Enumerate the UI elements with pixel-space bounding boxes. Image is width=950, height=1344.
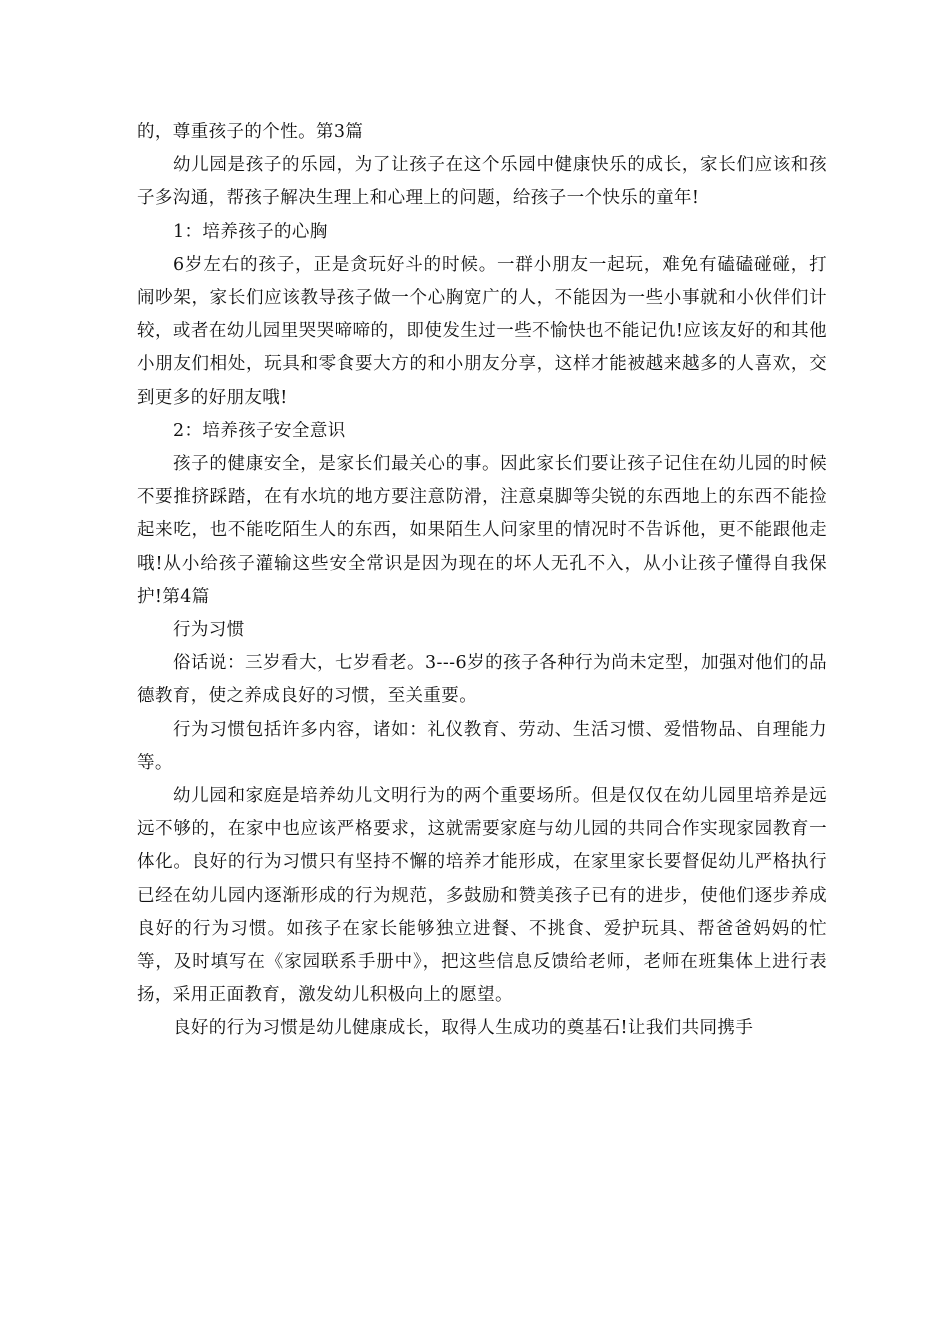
heading-behavior: 行为习惯 xyxy=(173,620,245,641)
para-safety: 孩子的健康安全，是家长们最关心的事。因此家长们要让孩子记住在幼儿园的时候不要推挤踩踏，在有水坑的地方要注意防滑，注意桌脚等尖锐的东西地上的东西不能捡起来吃，也不能吃陌生人的东西，如果陌生人问家里的情况时不告诉他，更不能跟他走哦!从小给孩子灌输这些安全常识是因为现在的坏人无孔不入，从小让孩子懂得自我保护!第4篇 xyxy=(137,454,827,607)
para-saying: 俗话说：三岁看大，七岁看老。3---6岁的孩子各种行为尚未定型，加强对他们的品德教育，使之养成良好的习惯，至关重要。 xyxy=(137,653,827,707)
para-contents: 行为习惯包括许多内容，诸如：礼仪教育、劳动、生活习惯、爱惜物品、自理能力等。 xyxy=(137,719,827,773)
para-cooperation: 幼儿园和家庭是培养幼儿文明行为的两个重要场所。但是仅仅在幼儿园里培养是远远不够的，在家中也应该严格要求，这就需要家庭与幼儿园的共同合作实现家园教育一体化。良好的行为习惯只有坚持不懈的培养才能形成，在家里家长要督促幼儿严格执行已经在幼儿园内逐渐形成的行为规范，多鼓励和赞美孩子已有的进步，使他们逐步养成良好的行为习惯。如孩子在家长能够独立进餐、不挑食、爱护玩具、帮爸爸妈妈的忙等，及时填写在《家园联系手册中》，把这些信息反馈给老师，老师在班集体上进行表扬，采用正面教育，激发幼儿积极向上的愿望。 xyxy=(137,786,827,1006)
para-closing: 良好的行为习惯是幼儿健康成长，取得人生成功的奠基石!让我们共同携手 xyxy=(173,1018,754,1039)
para-continuation: 的，尊重孩子的个性。第3篇 xyxy=(137,122,364,142)
para-heart: 6岁左右的孩子，正是贪玩好斗的时候。一群小朋友一起玩，难免有磕磕碰碰，打闹吵架，家长们应该教导孩子做一个心胸宽广的人，不能因为一些小事就和小伙伴们计较，或者在幼儿园里哭哭啼啼的，即使发生过一些不愉快也不能记仇!应该友好的和其他小朋友们相处，玩具和零食要大方的和小朋友分享，这样才能被越来越多的人喜欢，交到更多的好朋友哦! xyxy=(137,254,827,408)
para-intro: 幼儿园是孩子的乐园，为了让孩子在这个乐园中健康快乐的成长，家长们应该和孩子多沟通，帮孩子解决生理上和心理上的问题，给孩子一个快乐的童年! xyxy=(137,155,827,209)
heading-1: 1：培养孩子的心胸 xyxy=(173,221,328,242)
document-body xyxy=(137,116,827,1046)
heading-2: 2：培养孩子安全意识 xyxy=(173,420,346,441)
